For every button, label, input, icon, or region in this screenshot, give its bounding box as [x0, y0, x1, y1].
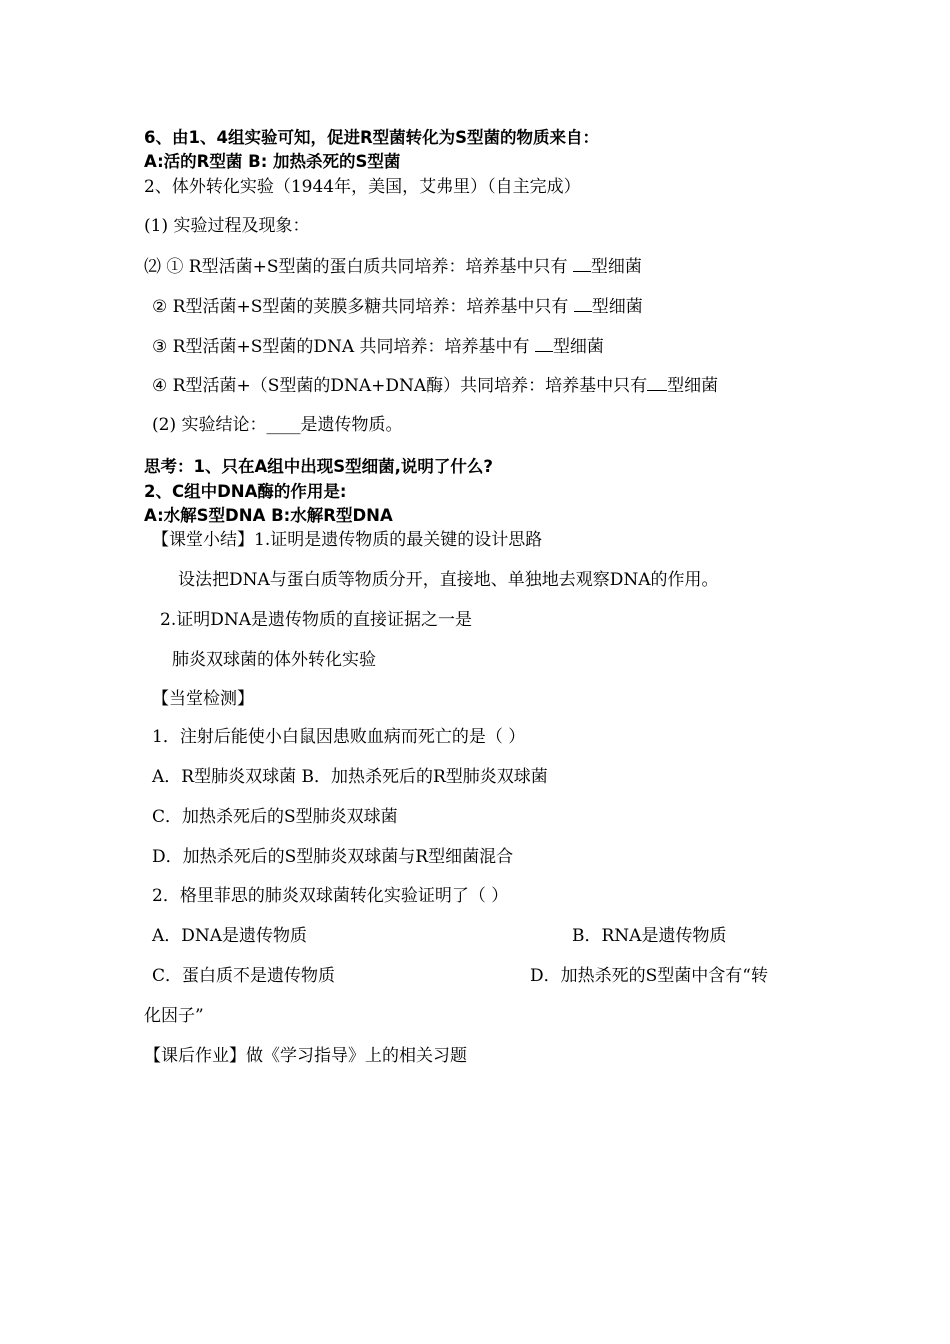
- question-1-options-ab: A．R型肺炎双球菌 B．加热杀死后的R型肺炎双球菌: [152, 767, 548, 787]
- test-question-2: 2．格里菲思的肺炎双球菌转化实验证明了（ ）: [152, 886, 509, 906]
- class-summary-heading: 【课堂小结】1.证明是遗传物质的最关键的设计思路: [152, 530, 543, 550]
- think-question-2: 2、C组中DNA酶的作用是:: [144, 482, 347, 501]
- section-in-vitro-transformation: 2、体外转化实验（1944年，美国，艾弗里）（自主完成）: [144, 177, 581, 197]
- experiment-step-1: ⑵ ① R型活菌+S型菌的蛋白质共同培养：培养基中只有 型细菌: [144, 257, 642, 277]
- question-2-option-d-cont: 化因子”: [144, 1006, 204, 1026]
- think-question-1: 思考：1、只在A组中出现S型细菌,说明了什么?: [144, 457, 493, 476]
- question-2-option-c: C．蛋白质不是遗传物质: [152, 966, 336, 986]
- experiment-step-3: ③ R型活菌+S型菌的DNA 共同培养：培养基中有 型细菌: [152, 337, 604, 357]
- experiment-step-4: ④ R型活菌+（S型菌的DNA+DNA酶）共同培养：培养基中只有 型细菌: [152, 376, 719, 396]
- homework-line: 【课后作业】做《学习指导》上的相关习题: [144, 1046, 467, 1066]
- question-2-option-a: A．DNA是遗传物质: [152, 926, 308, 946]
- experiment-step-2: ② R型活菌+S型菌的荚膜多糖共同培养：培养基中只有 型细菌: [152, 297, 643, 317]
- summary-point-1-text: 设法把DNA与蛋白质等物质分开，直接地、单独地去观察DNA的作用。: [178, 570, 719, 590]
- experiment-conclusion: (2) 实验结论：____是遗传物质。: [152, 415, 403, 435]
- summary-point-2-text: 肺炎双球菌的体外转化实验: [172, 650, 376, 670]
- question-1-option-d: D．加热杀死后的S型肺炎双球菌与R型细菌混合: [152, 847, 514, 867]
- experiment-process-heading: (1) 实验过程及现象：: [144, 216, 310, 236]
- question-6: 6、由1、4组实验可知，促进R型菌转化为S型菌的物质来自：: [144, 128, 600, 147]
- fill-blank: [574, 295, 592, 312]
- summary-point-2: 2.证明DNA是遗传物质的直接证据之一是: [160, 610, 473, 630]
- fill-blank: [573, 255, 591, 272]
- test-question-1: 1．注射后能使小白鼠因患败血病而死亡的是（ ）: [152, 727, 526, 747]
- question-2-option-b: B．RNA是遗传物质: [572, 926, 727, 946]
- fill-blank: [535, 335, 553, 352]
- fill-blank: [647, 374, 667, 391]
- think-question-2-options: A:水解S型DNA B:水解R型DNA: [144, 506, 393, 525]
- question-6-options: A:活的R型菌 B: 加热杀死的S型菌: [144, 152, 401, 171]
- question-1-option-c: C．加热杀死后的S型肺炎双球菌: [152, 807, 398, 827]
- question-2-option-d: D．加热杀死的S型菌中含有“转: [530, 966, 768, 986]
- in-class-test-heading: 【当堂检测】: [152, 689, 254, 709]
